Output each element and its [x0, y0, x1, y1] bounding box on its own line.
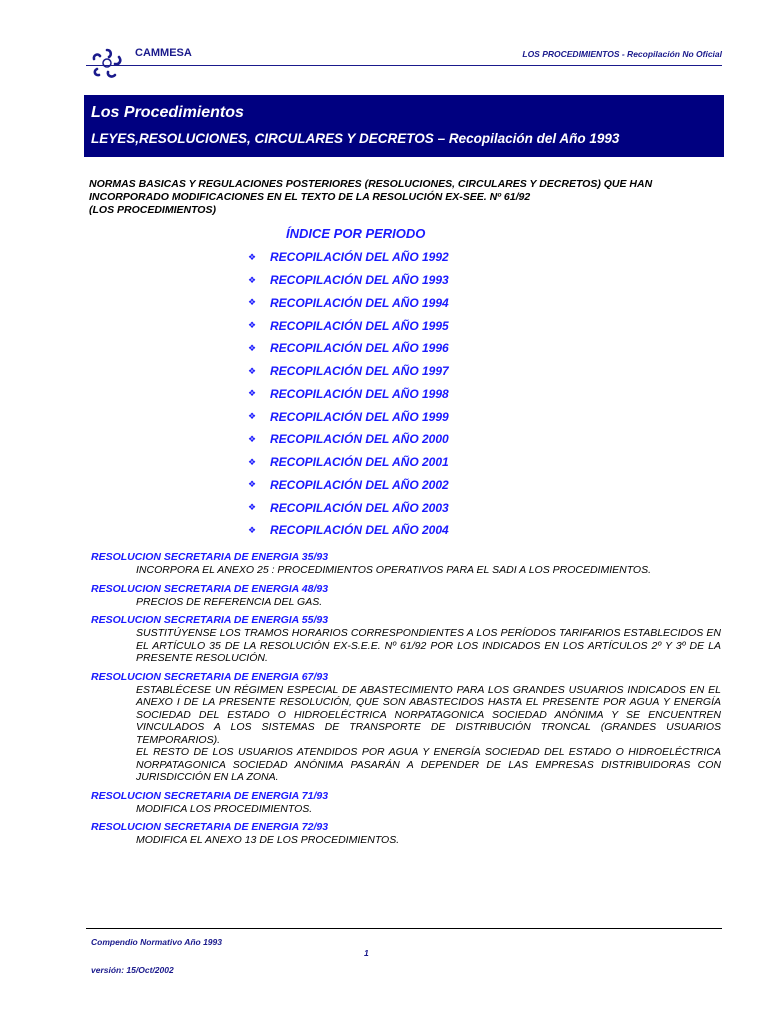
index-link-2004[interactable]: RECOPILACIÓN DEL AÑO 2004 — [270, 523, 449, 538]
description-paragraph: PRECIOS DE REFERENCIA DEL GAS. — [136, 595, 323, 608]
diamond-bullet-icon: ❖ — [248, 274, 257, 285]
page-number: 1 — [364, 948, 369, 958]
index-link-1995[interactable]: RECOPILACIÓN DEL AÑO 1995 — [270, 318, 449, 333]
diamond-bullet-icon: ❖ — [248, 502, 257, 513]
banner-subtitle: LEYES,RESOLUCIONES, CIRCULARES Y DECRETOS – Recopilación del Año 1993 — [91, 131, 620, 146]
resolution-entry — [91, 820, 721, 847]
header-caption: LOS PROCEDIMIENTOS - Recopilación No Oficial — [522, 49, 722, 59]
resolution-title[interactable]: RESOLUCION SECRETARIA DE ENERGIA 55/93 — [91, 614, 329, 626]
intro-text — [89, 178, 719, 217]
resolution-description — [136, 803, 721, 816]
diamond-bullet-icon: ❖ — [248, 456, 257, 467]
resolution-description — [136, 627, 721, 665]
index-item — [248, 337, 449, 360]
description-paragraph: ESTABLÉCESE UN RÉGIMEN ESPECIAL DE ABASTECIMIENTO PARA LOS GRANDES USUARIOS INDICADOS EN EL ANEXO I DE LA PRESENTE RESOLUCIÓN, QUE SON ABASTECIDOS HASTA EL PRESENTE POR AGUA Y ENERGÍA SOCIEDAD DEL ESTADO O HIDROELÉCTRICA NORPATAGONICA SOCIEDAD ANÓNIMA Y SE ENCUENTREN VINCULADOS A LOS SISTEMAS DE TRANSPORTE DE DISTRIBUCIÓN TRONCAL (GRANDES USUARIOS TEMPORARIOS). — [136, 683, 721, 746]
resolution-title[interactable]: RESOLUCION SECRETARIA DE ENERGIA 48/93 — [91, 582, 329, 595]
brand-name: CAMMESA — [135, 47, 192, 59]
diamond-bullet-icon: ❖ — [248, 365, 257, 376]
diamond-bullet-icon: ❖ — [248, 388, 257, 399]
resolution-title[interactable]: RESOLUCION SECRETARIA DE ENERGIA 71/93 — [91, 789, 329, 802]
diamond-bullet-icon: ❖ — [248, 524, 257, 535]
resolution-entry — [91, 670, 721, 784]
index-link-2000[interactable]: RECOPILACIÓN DEL AÑO 2000 — [270, 432, 449, 447]
diamond-bullet-icon: ❖ — [248, 251, 257, 262]
index-link-1992[interactable]: RECOPILACIÓN DEL AÑO 1992 — [270, 250, 449, 265]
index-item — [248, 269, 449, 292]
index-link-2003[interactable]: RECOPILACIÓN DEL AÑO 2003 — [270, 500, 449, 515]
index-link-1994[interactable]: RECOPILACIÓN DEL AÑO 1994 — [270, 295, 449, 310]
index-item — [248, 519, 449, 542]
resolution-entry — [91, 789, 721, 816]
index-item — [248, 451, 449, 474]
intro-line: (LOS PROCEDIMIENTOS) — [89, 204, 216, 216]
index-item — [248, 360, 449, 383]
diamond-bullet-icon: ❖ — [248, 342, 257, 353]
index-link-1998[interactable]: RECOPILACIÓN DEL AÑO 1998 — [270, 386, 449, 401]
index-link-1996[interactable]: RECOPILACIÓN DEL AÑO 1996 — [270, 341, 449, 356]
description-paragraph: INCORPORA EL ANEXO 25 : PROCEDIMIENTOS OPERATIVOS PARA EL SADI A LOS PROCEDIMIENTOS. — [136, 564, 652, 576]
description-paragraph: SUSTITÚYENSE LOS TRAMOS HORARIOS CORRESPONDIENTES A LOS PERÍODOS TARIFARIOS ESTABLECIDOS EN EL ARTÍCULO 35 DE LA RESOLUCIÓN EX-S.E.E. Nº 61/92 POR LOS INDICADOS EN LOS ARTÍCULOS 2º Y 3º DE LA PRESENTE RESOLUCIÓN. — [136, 627, 721, 664]
resolution-entry — [91, 550, 721, 577]
index-item — [248, 314, 449, 337]
diamond-bullet-icon: ❖ — [248, 433, 257, 444]
diamond-bullet-icon: ❖ — [248, 320, 257, 331]
cammesa-logo-icon — [88, 46, 126, 80]
index-link-2001[interactable]: RECOPILACIÓN DEL AÑO 2001 — [270, 455, 449, 470]
resolution-description — [136, 564, 721, 577]
footer-compendium: Compendio Normativo Año 1993 — [91, 937, 222, 947]
index-item — [248, 428, 449, 451]
resolution-description — [136, 684, 721, 784]
resolution-entry — [91, 613, 721, 665]
index-link-1993[interactable]: RECOPILACIÓN DEL AÑO 1993 — [270, 273, 449, 288]
resolution-list — [91, 550, 721, 852]
resolution-description — [136, 596, 721, 609]
diamond-bullet-icon: ❖ — [248, 297, 257, 308]
title-banner — [84, 95, 724, 157]
footer-divider — [86, 928, 722, 929]
index-link-1997[interactable]: RECOPILACIÓN DEL AÑO 1997 — [270, 364, 449, 379]
resolution-title[interactable]: RESOLUCION SECRETARIA DE ENERGIA 72/93 — [91, 821, 329, 833]
intro-line: INCORPORADO MODIFICACIONES EN EL TEXTO DE LA RESOLUCIÓN EX-SEE. Nº 61/92 — [89, 191, 531, 203]
index-list — [248, 246, 449, 542]
description-paragraph: EL RESTO DE LOS USUARIOS ATENDIDOS POR AGUA Y ENERGÍA SOCIEDAD DEL ESTADO O HIDROELÉCTRICA NORPATAGONICA SOCIEDAD ANÓNIMA PASARÁN A DEPENDER DE LAS EMPRESAS DISTRIBUIDORAS CON JURISDICCIÓN EN LA ZONA. — [136, 746, 721, 783]
banner-title: Los Procedimientos — [91, 104, 244, 121]
index-link-1999[interactable]: RECOPILACIÓN DEL AÑO 1999 — [270, 409, 449, 424]
resolution-entry — [91, 582, 721, 609]
description-paragraph: MODIFICA LOS PROCEDIMIENTOS. — [136, 802, 313, 815]
index-item — [248, 405, 449, 428]
diamond-bullet-icon: ❖ — [248, 411, 257, 422]
index-item — [248, 383, 449, 406]
resolution-title[interactable]: RESOLUCION SECRETARIA DE ENERGIA 35/93 — [91, 551, 329, 563]
index-title: ÍNDICE POR PERIODO — [286, 226, 426, 241]
index-item — [248, 292, 449, 315]
description-paragraph: MODIFICA EL ANEXO 13 DE LOS PROCEDIMIENTOS. — [136, 834, 400, 846]
index-item — [248, 246, 449, 269]
intro-line: NORMAS BASICAS Y REGULACIONES POSTERIORES (RESOLUCIONES, CIRCULARES Y DECRETOS) QUE HAN — [89, 178, 653, 190]
footer-version: versión: 15/Oct/2002 — [91, 965, 174, 975]
resolution-description — [136, 834, 721, 847]
index-item — [248, 496, 449, 519]
index-item — [248, 474, 449, 497]
diamond-bullet-icon: ❖ — [248, 479, 257, 490]
index-link-2002[interactable]: RECOPILACIÓN DEL AÑO 2002 — [270, 477, 449, 492]
resolution-title[interactable]: RESOLUCION SECRETARIA DE ENERGIA 67/93 — [91, 670, 329, 683]
